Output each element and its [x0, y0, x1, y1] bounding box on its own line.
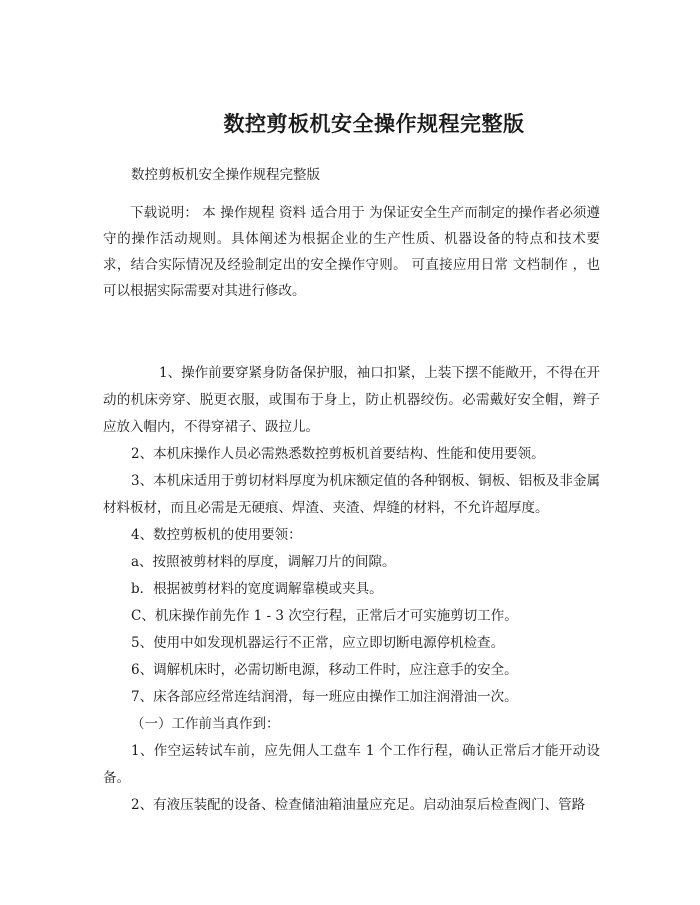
paragraph: 4、数控剪板机的使用要领： — [131, 527, 302, 543]
paragraph: 3、本机床适用于剪切材料厚度为机床额定值的各种钢板、铜板、铝板及非金属材料板材，而且必需是无硬痕、焊渣、夹渣、焊缝的材料，不允许超厚度。 — [103, 473, 600, 516]
document-body — [103, 360, 600, 819]
paragraph: 2、本机床操作人员必需熟悉数控剪板机首要结构、性能和使用要领。 — [131, 446, 545, 462]
paragraph: 1、操作前要穿紧身防备保护服，袖口扣紧，上装下摆不能敞开，不得在开动的机床旁穿、脱更衣服，或围布于身上，防止机器绞伤。必需戴好安全帽，辫子应放入帽内，不得穿裙子、趿拉儿。 — [103, 365, 600, 435]
paragraph: a、按照被剪材料的厚度，调解刀片的间隙。 — [131, 554, 396, 570]
paragraph: b．根据被剪材料的宽度调解靠模或夹具。 — [131, 581, 383, 597]
paragraph: 5、使用中如发现机器运行不正常，应立即切断电源停机检查。 — [131, 635, 505, 651]
paragraph: 1、作空运转试车前，应先佣人工盘车 1 个工作行程，确认正常后才能开动设备。 — [103, 743, 600, 786]
paragraph: （一）工作前当真作到： — [131, 716, 280, 732]
paragraph: 2、有液压装配的设备、检查储油箱油量应充足。启动油泵后检查阀门、管路 — [131, 797, 586, 813]
paragraph: 7、床各部应经常连结润滑，每一班应由操作工加注润滑油一次。 — [131, 689, 518, 705]
document-subtitle: 数控剪板机安全操作规程完整版 — [131, 167, 320, 183]
download-description: 下载说明： 本 操作规程 资料 适合用于 为保证安全生产而制定的操作者必须遵守的操作活动规则。具体阐述为根据企业的生产性质、机器设备的特点和技术要求，结合实际情况及经验制定出的安全操作守则。 可直接应用日常 文档制作 ，也可以根据实际需要对其进行修改。 — [103, 205, 600, 299]
paragraph: 6、调解机床时，必需切断电源，移动工件时，应注意手的安全。 — [131, 662, 518, 678]
paragraph: C、机床操作前先作 1 - 3 次空行程，正常后才可实施剪切工作。 — [131, 608, 518, 624]
document-title: 数控剪板机安全操作规程完整版 — [223, 111, 525, 136]
